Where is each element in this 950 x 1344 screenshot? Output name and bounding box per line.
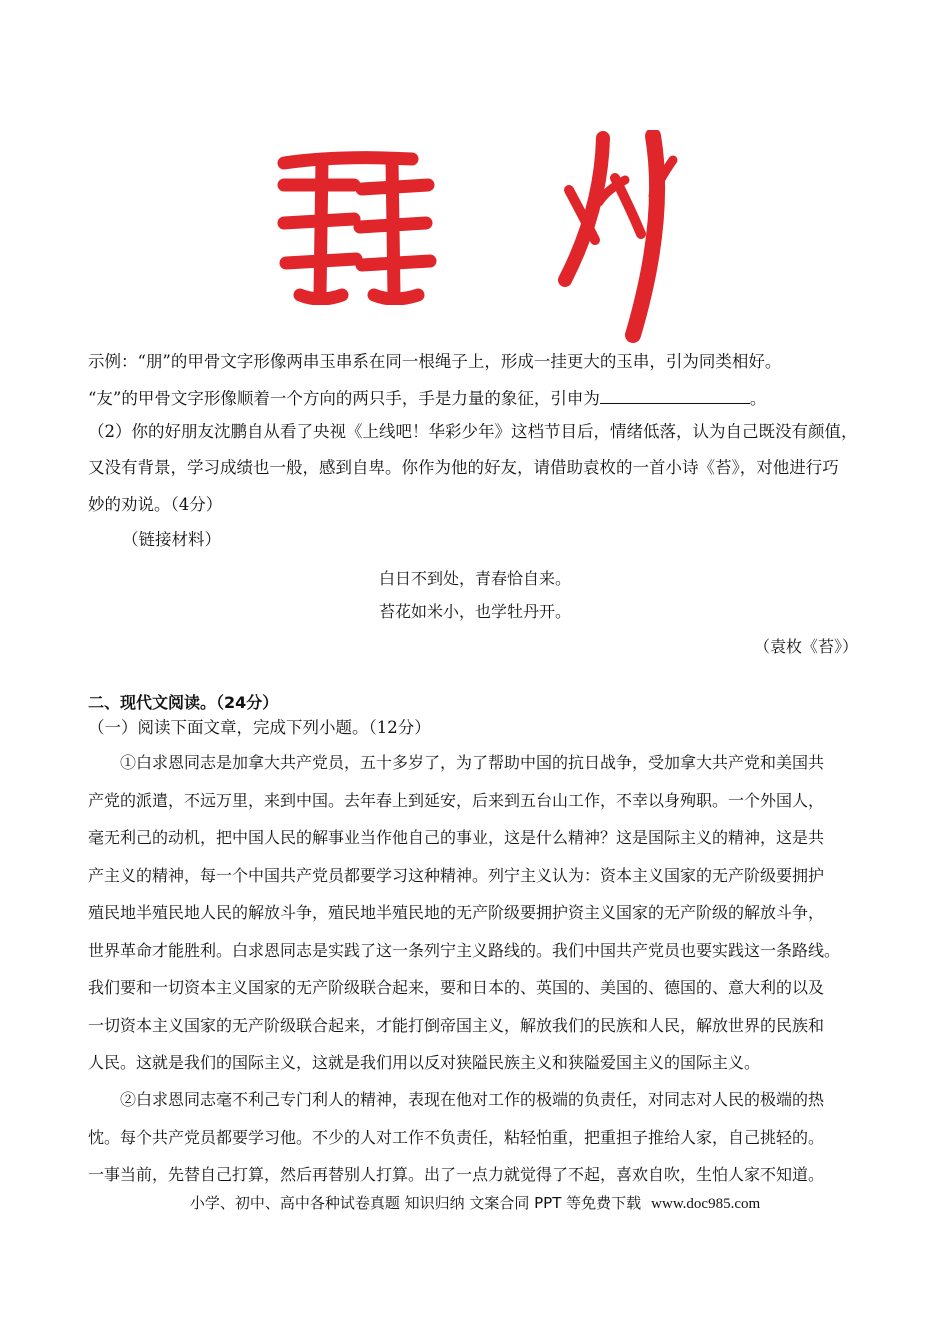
article-paragraph-2 [88, 1081, 863, 1194]
footer-url[interactable]: www.doc985.com [651, 1196, 761, 1212]
q1-you-suffix: 。 [749, 389, 767, 408]
paragraph-line: 一切资本主义国家的无产阶级联合起来，才能打倒帝国主义，解放我们的民族和人民，解放世界的民族和 [88, 1015, 825, 1035]
paragraph-line: 人民。这就是我们的国际主义，这就是我们用以反对狭隘民族主义和狭隘爱国主义的国际主义。 [88, 1053, 761, 1072]
paragraph-line: 忱。每个共产党员都要学习他。不少的人对工作不负责任，粘轻怕重，把重担子推给人家，自己挑轻的。 [88, 1127, 825, 1147]
oracle-bone-peng-icon [270, 145, 450, 305]
paragraph-line: 产党的派遣，不远万里，来到中国。去年春上到延安，后来到五台山工作，不幸以身殉职。一个外国人， [88, 790, 825, 810]
paragraph-line: ①白求恩同志是加拿大共产党员，五十多岁了，为了帮助中国的抗日战争，受加拿大共产党和美国共 [120, 753, 825, 772]
paragraph-line: 产主义的精神，每一个中国共产党员都要学习这种精神。列宁主义认为：资本主义国家的无产阶级要拥护 [88, 865, 825, 885]
q2-line2: 又没有背景，学习成绩也一般，感到自卑。你作为他的好友，请借助袁枚的一首小诗《苔》，对他进行巧 [88, 458, 839, 477]
poem-source: （袁枚《苔》） [753, 637, 858, 656]
q2-line1: （2）你的好朋友沈鹏自从看了央视《上线吧！华彩少年》这档节目后，情绪低落，认为自己既没有颜值， [88, 422, 858, 441]
poem-line-1: 白日不到处，青春恰自来。 [378, 569, 571, 588]
q1-you-line [88, 387, 766, 409]
paragraph-line: 殖民地半殖民地人民的解放斗争，殖民地半殖民地的无产阶级要拥护资主义国家的无产阶级的解放斗争， [88, 903, 825, 922]
q2-line3: 妙的劝说。（4分） [88, 495, 223, 514]
q1-you-prefix: “友”的甲骨文字形像顺着一个方向的两只手，手是力量的象征，引申为 [88, 389, 600, 408]
paragraph-line: 我们要和一切资本主义国家的无产阶级联合起来，要和日本的、英国的、美国的、德国的、意大利的以及 [88, 978, 825, 997]
paragraph-line: 一事当前，先替自己打算，然后再替别人打算。出了一点力就觉得了不起，喜欢自吹，生怕人家不知道。 [88, 1165, 825, 1184]
paragraph-line: 毫无利己的动机，把中国人民的解事业当作他自己的事业，这是什么精神？这是国际主义的精神，这是共 [88, 828, 825, 847]
poem-line-2: 苔花如米小，也学牡丹开。 [378, 602, 571, 621]
footer [0, 1192, 950, 1213]
footer-text: 小学、初中、高中各种试卷真题 知识归纳 文案合同 PPT 等免费下载 [189, 1194, 642, 1212]
paragraph-line: 世界革命才能胜利。白求恩同志是实践了这一条列宁主义路线的。我们中国共产党员也要实践这一条路线。 [88, 940, 841, 960]
oracle-bone-illustration [260, 120, 700, 345]
link-material-label: （链接材料） [122, 530, 221, 549]
answer-blank[interactable] [600, 387, 750, 404]
article-paragraph-1 [88, 744, 863, 1082]
paragraph-line: ②白求恩同志毫不利己专门利人的精神，表现在他对工作的极端的负责任，对同志对人民的极端的热 [120, 1090, 825, 1109]
oracle-bone-you-icon [555, 130, 685, 345]
q1-example: 示例：“朋”的甲骨文字形像两串玉串系在同一根绳子上，形成一挂更大的玉串，引为同类相好。 [88, 352, 782, 371]
section-title: 二、现代文阅读。（24分） [88, 693, 279, 712]
section-subtitle: （一）阅读下面文章，完成下列小题。（12分） [88, 718, 431, 737]
